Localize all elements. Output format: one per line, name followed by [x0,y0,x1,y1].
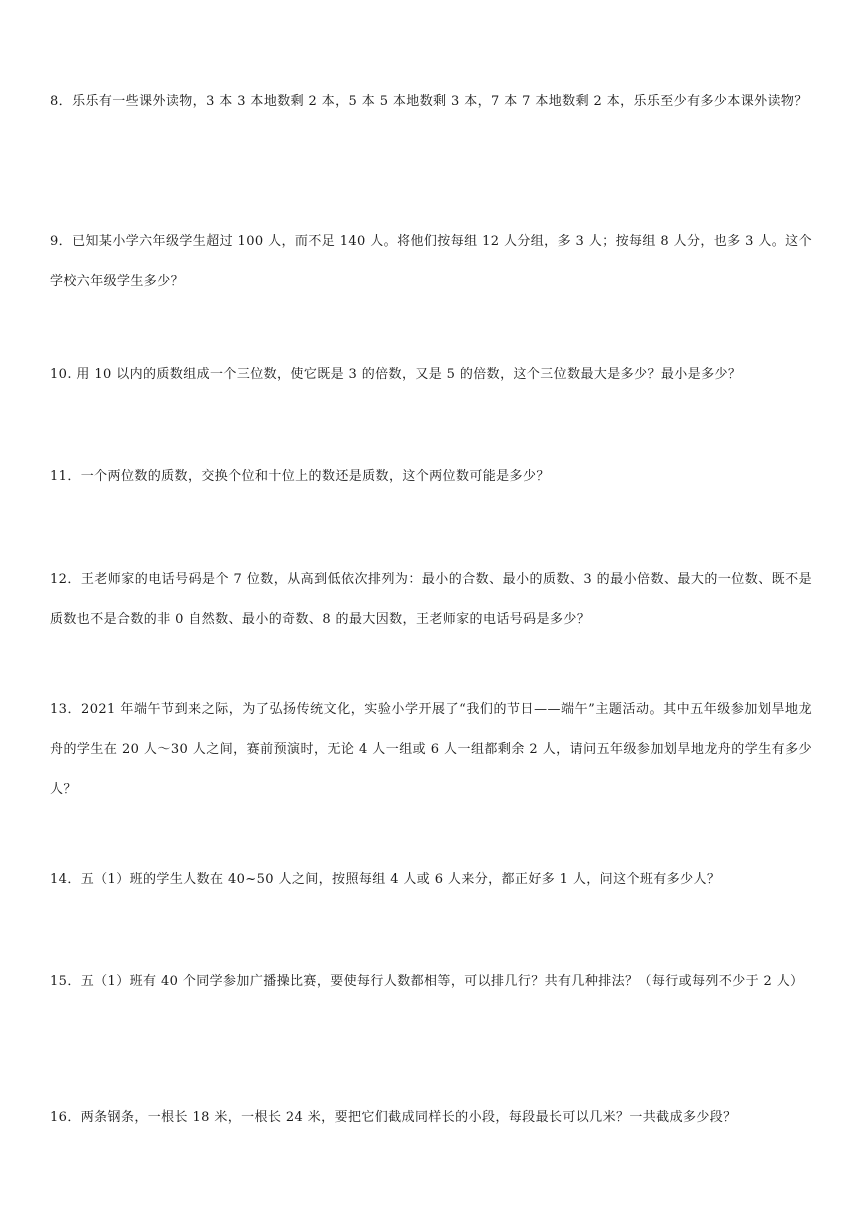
problem-text: 五（1）班的学生人数在 40~50 人之间，按照每组 4 人或 6 人来分，都正好多 1 人，问这个班有多少人？ [80,872,721,887]
problem-text: 两条钢条，一根长 18 米，一根长 24 米，要把它们截成同样长的小段，每段最长可以几米？一共截成多少段？ [80,1110,737,1125]
problem-12 [50,560,812,640]
problem-8 [50,82,812,122]
problem-9 [50,222,812,302]
problem-15 [50,962,812,1002]
problem-number: 10. [50,367,72,382]
problem-16 [50,1098,812,1138]
problem-text: 2021 年端午节到来之际，为了弘扬传统文化，实验小学开展了“我们的节日——端午”主题活动。其中五年级参加划旱地龙舟的学生在 20 人～30 人之间，赛前预演时，无论 4 人一组或 6 人一组都剩余 2 人，请问五年级参加划旱地龙舟的学生有多少人？ [50,702,812,797]
problem-10 [50,355,812,395]
problem-number: 14． [50,872,81,887]
problem-text: 用 10 以内的质数组成一个三位数，使它既是 3 的倍数，又是 5 的倍数，这个三位数最大是多少？最小是多少？ [71,367,742,382]
problem-14 [50,860,812,900]
problem-number: 13． [50,702,82,717]
problem-text: 已知某小学六年级学生超过 100 人，而不足 140 人。将他们按每组 12 人分组，多 3 人；按每组 8 人分，也多 3 人。这个学校六年级学生多少？ [50,234,812,289]
problem-number: 15． [50,974,81,989]
problem-number: 11． [50,469,81,484]
problem-text: 乐乐有一些课外读物，3 本 3 本地数剩 2 本，5 本 5 本地数剩 3 本，7 本 7 本地数剩 2 本，乐乐至少有多少本课外读物？ [72,94,808,109]
problem-13 [50,690,812,810]
problem-number: 16． [50,1110,81,1125]
problem-number: 9． [50,234,73,249]
problem-number: 8． [50,94,73,109]
problem-number: 12． [50,572,81,587]
problem-text: 一个两位数的质数，交换个位和十位上的数还是质数，这个两位数可能是多少？ [80,469,550,484]
problem-11 [50,457,812,497]
problem-text: 五（1）班有 40 个同学参加广播操比赛，要使每行人数都相等，可以排几行？共有几种排法？（每行或每列不少于 2 人） [80,974,804,989]
problem-text: 王老师家的电话号码是个 7 位数，从高到低依次排列为：最小的合数、最小的质数、3 的最小倍数、最大的一位数、既不是质数也不是合数的非 0 自然数、最小的奇数、8 的最大因数，王老师家的电话号码是多少？ [50,572,812,627]
